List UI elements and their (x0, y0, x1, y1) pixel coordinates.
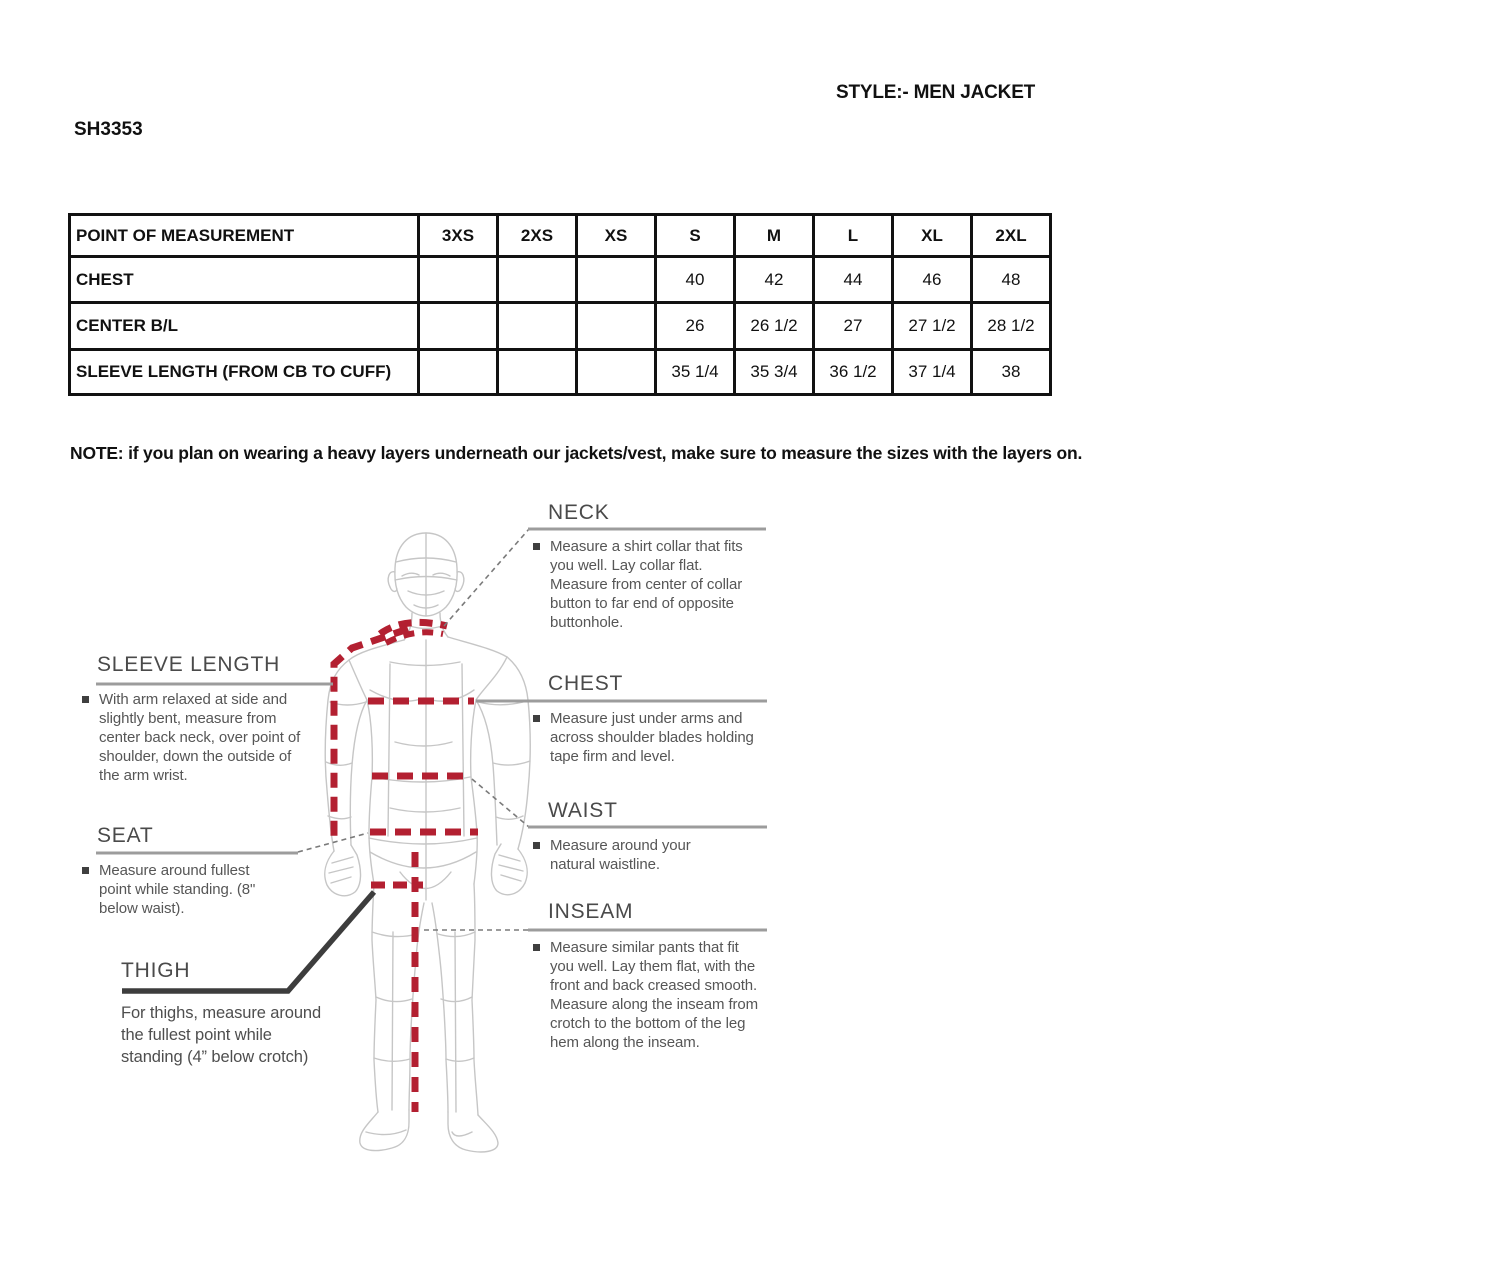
measurement-dash-lines (334, 622, 478, 1112)
sleeve-section-desc (99, 690, 306, 785)
size-table-header-row (70, 215, 1051, 257)
col-header-point-of-measurement: POINT OF MEASUREMENT (70, 215, 419, 257)
cell-chest-xs (577, 257, 656, 303)
col-header-xl: XL (893, 215, 972, 257)
row-label-center-bl: CENTER B/L (70, 303, 419, 350)
bullet-icon (533, 842, 540, 849)
cell-centerbl-l: 27 (814, 303, 893, 350)
cell-sleeve-2xs (498, 350, 577, 395)
bullet-icon (533, 715, 540, 722)
seat-section-desc (99, 861, 284, 918)
chest-desc-text: Measure just under arms and across shoulder blades holding tape firm and level. (550, 710, 754, 765)
thigh-section-desc (121, 1002, 336, 1068)
inseam-section-title: INSEAM (548, 900, 634, 923)
cell-centerbl-s: 26 (656, 303, 735, 350)
chest-section-desc (550, 709, 760, 766)
style-label: STYLE:- MEN JACKET (836, 82, 1036, 103)
cell-centerbl-2xl: 28 1/2 (972, 303, 1051, 350)
cell-sleeve-s: 35 1/4 (656, 350, 735, 395)
col-header-2xl: 2XL (972, 215, 1051, 257)
bullet-icon (533, 543, 540, 550)
cell-chest-2xl: 48 (972, 257, 1051, 303)
col-header-s: S (656, 215, 735, 257)
cell-chest-l: 44 (814, 257, 893, 303)
neck-section-desc (550, 537, 755, 632)
col-header-2xs: 2XS (498, 215, 577, 257)
cell-centerbl-2xs (498, 303, 577, 350)
cell-sleeve-3xs (419, 350, 498, 395)
neck-section-title: NECK (548, 501, 610, 524)
waist-section-title: WAIST (548, 799, 618, 822)
neck-dash-line-2 (386, 632, 443, 643)
cell-chest-3xs (419, 257, 498, 303)
bullet-icon (82, 867, 89, 874)
sleeve-section-title: SLEEVE LENGTH (97, 653, 281, 676)
sleeve-desc-text: With arm relaxed at side and slightly bent, measure from center back neck, over point of shoulder, down the outside of the arm wrist. (99, 691, 301, 784)
cell-chest-m: 42 (735, 257, 814, 303)
col-header-3xs: 3XS (419, 215, 498, 257)
inseam-desc-text: Measure similar pants that fit you well. Lay them flat, with the front and back creased smooth. Measure along the inseam from crotch to the bottom of the leg hem along the inseam. (550, 939, 759, 1051)
cell-sleeve-m: 35 3/4 (735, 350, 814, 395)
table-row-chest (70, 257, 1051, 303)
seat-connector-line (298, 833, 368, 852)
waist-desc-text: Measure around your natural waistline. (550, 837, 691, 873)
size-table (68, 213, 1052, 396)
cell-centerbl-3xs (419, 303, 498, 350)
bullet-icon (82, 696, 89, 703)
cell-sleeve-2xl: 38 (972, 350, 1051, 395)
bullet-icon (533, 944, 540, 951)
chest-section-title: CHEST (548, 672, 624, 695)
neck-dash-line (380, 622, 447, 634)
cell-chest-s: 40 (656, 257, 735, 303)
note-text: NOTE: if you plan on wearing a heavy layers underneath our jackets/vest, make sure to measure the sizes with the layers on. (70, 443, 1083, 463)
table-row-sleeve-length (70, 350, 1051, 395)
row-label-chest: CHEST (70, 257, 419, 303)
neck-desc-text: Measure a shirt collar that fits you well. Lay collar flat. Measure from center of collar button to far end of opposite buttonhole. (550, 538, 743, 631)
mannequin-figure (325, 533, 530, 1152)
seat-section-title: SEAT (97, 824, 154, 847)
cell-centerbl-xl: 27 1/2 (893, 303, 972, 350)
cell-sleeve-l: 36 1/2 (814, 350, 893, 395)
cell-centerbl-xs (577, 303, 656, 350)
cell-sleeve-xl: 37 1/4 (893, 350, 972, 395)
thigh-desc-text: For thighs, measure around the fullest point while standing (4” below crotch) (121, 1004, 322, 1066)
table-row-center-bl (70, 303, 1051, 350)
cell-chest-2xs (498, 257, 577, 303)
col-header-xs: XS (577, 215, 656, 257)
cell-chest-xl: 46 (893, 257, 972, 303)
thigh-section-title: THIGH (121, 959, 191, 982)
cell-centerbl-m: 26 1/2 (735, 303, 814, 350)
col-header-m: M (735, 215, 814, 257)
cell-sleeve-xs (577, 350, 656, 395)
waist-section-desc (550, 836, 730, 874)
row-label-sleeve-length: SLEEVE LENGTH (FROM CB TO CUFF) (70, 350, 419, 395)
col-header-l: L (814, 215, 893, 257)
neck-connector-line (444, 529, 529, 626)
sleeve-dash-line (334, 629, 408, 838)
style-code: SH3353 (74, 119, 143, 140)
seat-desc-text: Measure around fullest point while standing. (8" below waist). (99, 862, 256, 917)
waist-connector-line (472, 779, 529, 827)
inseam-section-desc (550, 938, 762, 1052)
